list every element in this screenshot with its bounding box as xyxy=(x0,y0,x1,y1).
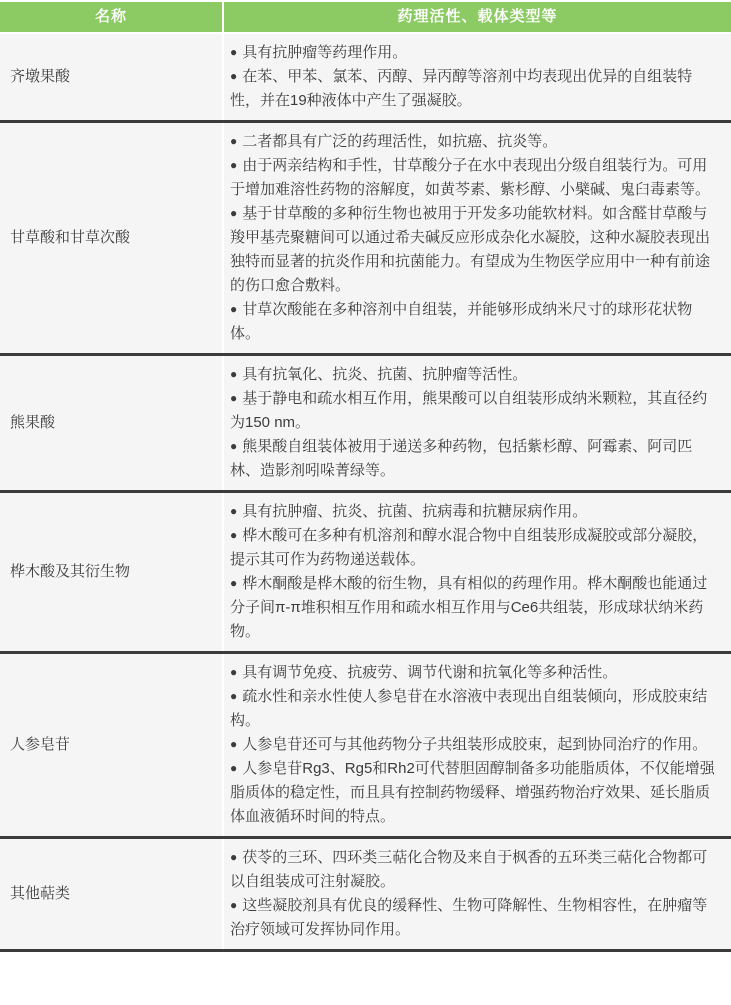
bullet-item: ● 桦木酮酸是桦木酸的衍生物，具有相似的药理作用。桦木酮酸也能通过分子间π-π堆积相互作用和疏水相互作用与Ce6共组装，形成球状纳米药物。 xyxy=(230,575,708,640)
bullet-icon: ● xyxy=(230,69,238,83)
bullet-item: ● 由于两亲结构和手性，甘草酸分子在水中表现出分级自组装行为。可用于增加难溶性药物的溶解度，如黄芩素、紫杉醇、小檗碱、鬼臼毒素等。 xyxy=(230,157,711,198)
bullet-item: ● 桦木酸可在多种有机溶剂和醇水混合物中自组装形成凝胶或部分凝胶，提示其可作为药物递送载体。 xyxy=(230,527,708,568)
bullet-item: ● 这些凝胶剂具有优良的缓释性、生物可降解性、生物相容性，在肿瘤等治疗领域可发挥协同作用。 xyxy=(230,897,708,938)
bullet-icon: ● xyxy=(230,206,238,220)
bullet-item: ● 茯苓的三环、四环类三萜化合物及来自于枫香的五环类三萜化合物都可以自组装成可注射凝胶。 xyxy=(230,849,708,890)
row-details-cell xyxy=(224,34,731,120)
bullet-item: ● 人参皂苷Rg3、Rg5和Rh2可代替胆固醇制备多功能脂质体，不仅能增强脂质体的稳定性，而且具有控制药物缓释、增强药物治疗效果、延长脂质体血液循环时间的特点。 xyxy=(230,760,715,825)
table-body xyxy=(0,34,731,952)
row-name: 桦木酸及其衍生物 xyxy=(10,563,131,580)
row-name-cell xyxy=(0,493,222,651)
table-row xyxy=(0,493,731,654)
bullet-item: ● 甘草次酸能在多种溶剂中自组装，并能够形成纳米尺寸的球形花状物体。 xyxy=(230,301,693,342)
bullet-item: ● 疏水性和亲水性使人参皂苷在水溶液中表现出自组装倾向，形成胶束结构。 xyxy=(230,688,708,729)
bullet-icon: ● xyxy=(230,850,238,864)
row-name-cell xyxy=(0,123,222,353)
table-row xyxy=(0,839,731,952)
row-name: 其他萜类 xyxy=(10,885,71,902)
bullet-icon: ● xyxy=(230,528,238,542)
bullet-item: ● 在苯、甲苯、氯苯、丙醇、异丙醇等溶剂中均表现出优异的自组装特性，并在19种液体中产生了强凝胶。 xyxy=(230,68,693,109)
bullet-item: ● 人参皂苷还可与其他药物分子共组装形成胶束，起到协同治疗的作用。 xyxy=(230,736,708,753)
bullet-icon: ● xyxy=(230,576,238,590)
column-header-details: 药理活性、载体类型等 xyxy=(224,2,731,32)
row-name-cell xyxy=(0,654,222,836)
bullet-item: ● 具有抗肿瘤等药理作用。 xyxy=(230,44,408,61)
bullet-icon: ● xyxy=(230,391,238,405)
bullet-icon: ● xyxy=(230,439,238,453)
row-name-cell xyxy=(0,34,222,120)
bullet-item: ● 基于静电和疏水相互作用，熊果酸可以自组装形成纳米颗粒，其直径约为150 nm。 xyxy=(230,390,708,431)
bullet-item: ● 具有抗氧化、抗炎、抗菌、抗肿瘤等活性。 xyxy=(230,366,528,383)
row-details-cell xyxy=(224,356,731,490)
bullet-item: ● 具有抗肿瘤、抗炎、抗菌、抗病毒和抗糖尿病作用。 xyxy=(230,503,588,520)
table-row xyxy=(0,654,731,839)
bullet-item: ● 二者都具有广泛的药理活性，如抗癌、抗炎等。 xyxy=(230,133,558,150)
row-name: 熊果酸 xyxy=(10,414,56,431)
column-header-name: 名称 xyxy=(0,2,222,32)
row-details-cell xyxy=(224,839,731,949)
bullet-icon: ● xyxy=(230,737,238,751)
bullet-icon: ● xyxy=(230,302,238,316)
bullet-item: ● 熊果酸自组装体被用于递送多种药物，包括紫杉醇、阿霉素、阿司匹林、造影剂吲哚菁绿等。 xyxy=(230,438,693,479)
bullet-icon: ● xyxy=(230,761,238,775)
bullet-icon: ● xyxy=(230,898,238,912)
bullet-icon: ● xyxy=(230,367,238,381)
table-row xyxy=(0,356,731,493)
bullet-icon: ● xyxy=(230,134,238,148)
row-name: 甘草酸和甘草次酸 xyxy=(10,229,131,246)
row-name: 齐墩果酸 xyxy=(10,68,71,85)
bullet-icon: ● xyxy=(230,158,238,172)
row-name-cell xyxy=(0,839,222,949)
row-details-cell xyxy=(224,123,731,353)
bullet-icon: ● xyxy=(230,689,238,703)
bullet-item: ● 基于甘草酸的多种衍生物也被用于开发多功能软材料。如含醛甘草酸与羧甲基壳聚糖间可以通过希夫碱反应形成杂化水凝胶，这种水凝胶表现出独特而显著的抗炎作用和抗菌能力。有望成为生物医学应用中一种有前途的伤口愈合敷料。 xyxy=(230,205,711,294)
row-details-cell xyxy=(224,654,731,836)
bullet-icon: ● xyxy=(230,45,238,59)
row-details-cell xyxy=(224,493,731,651)
bullet-icon: ● xyxy=(230,504,238,518)
table-row xyxy=(0,34,731,123)
bullet-item: ● 具有调节免疫、抗疲劳、调节代谢和抗氧化等多种活性。 xyxy=(230,664,618,681)
row-name: 人参皂苷 xyxy=(10,736,71,753)
table-header-row xyxy=(0,2,731,32)
bullet-icon: ● xyxy=(230,665,238,679)
table-row xyxy=(0,123,731,356)
row-name-cell xyxy=(0,356,222,490)
